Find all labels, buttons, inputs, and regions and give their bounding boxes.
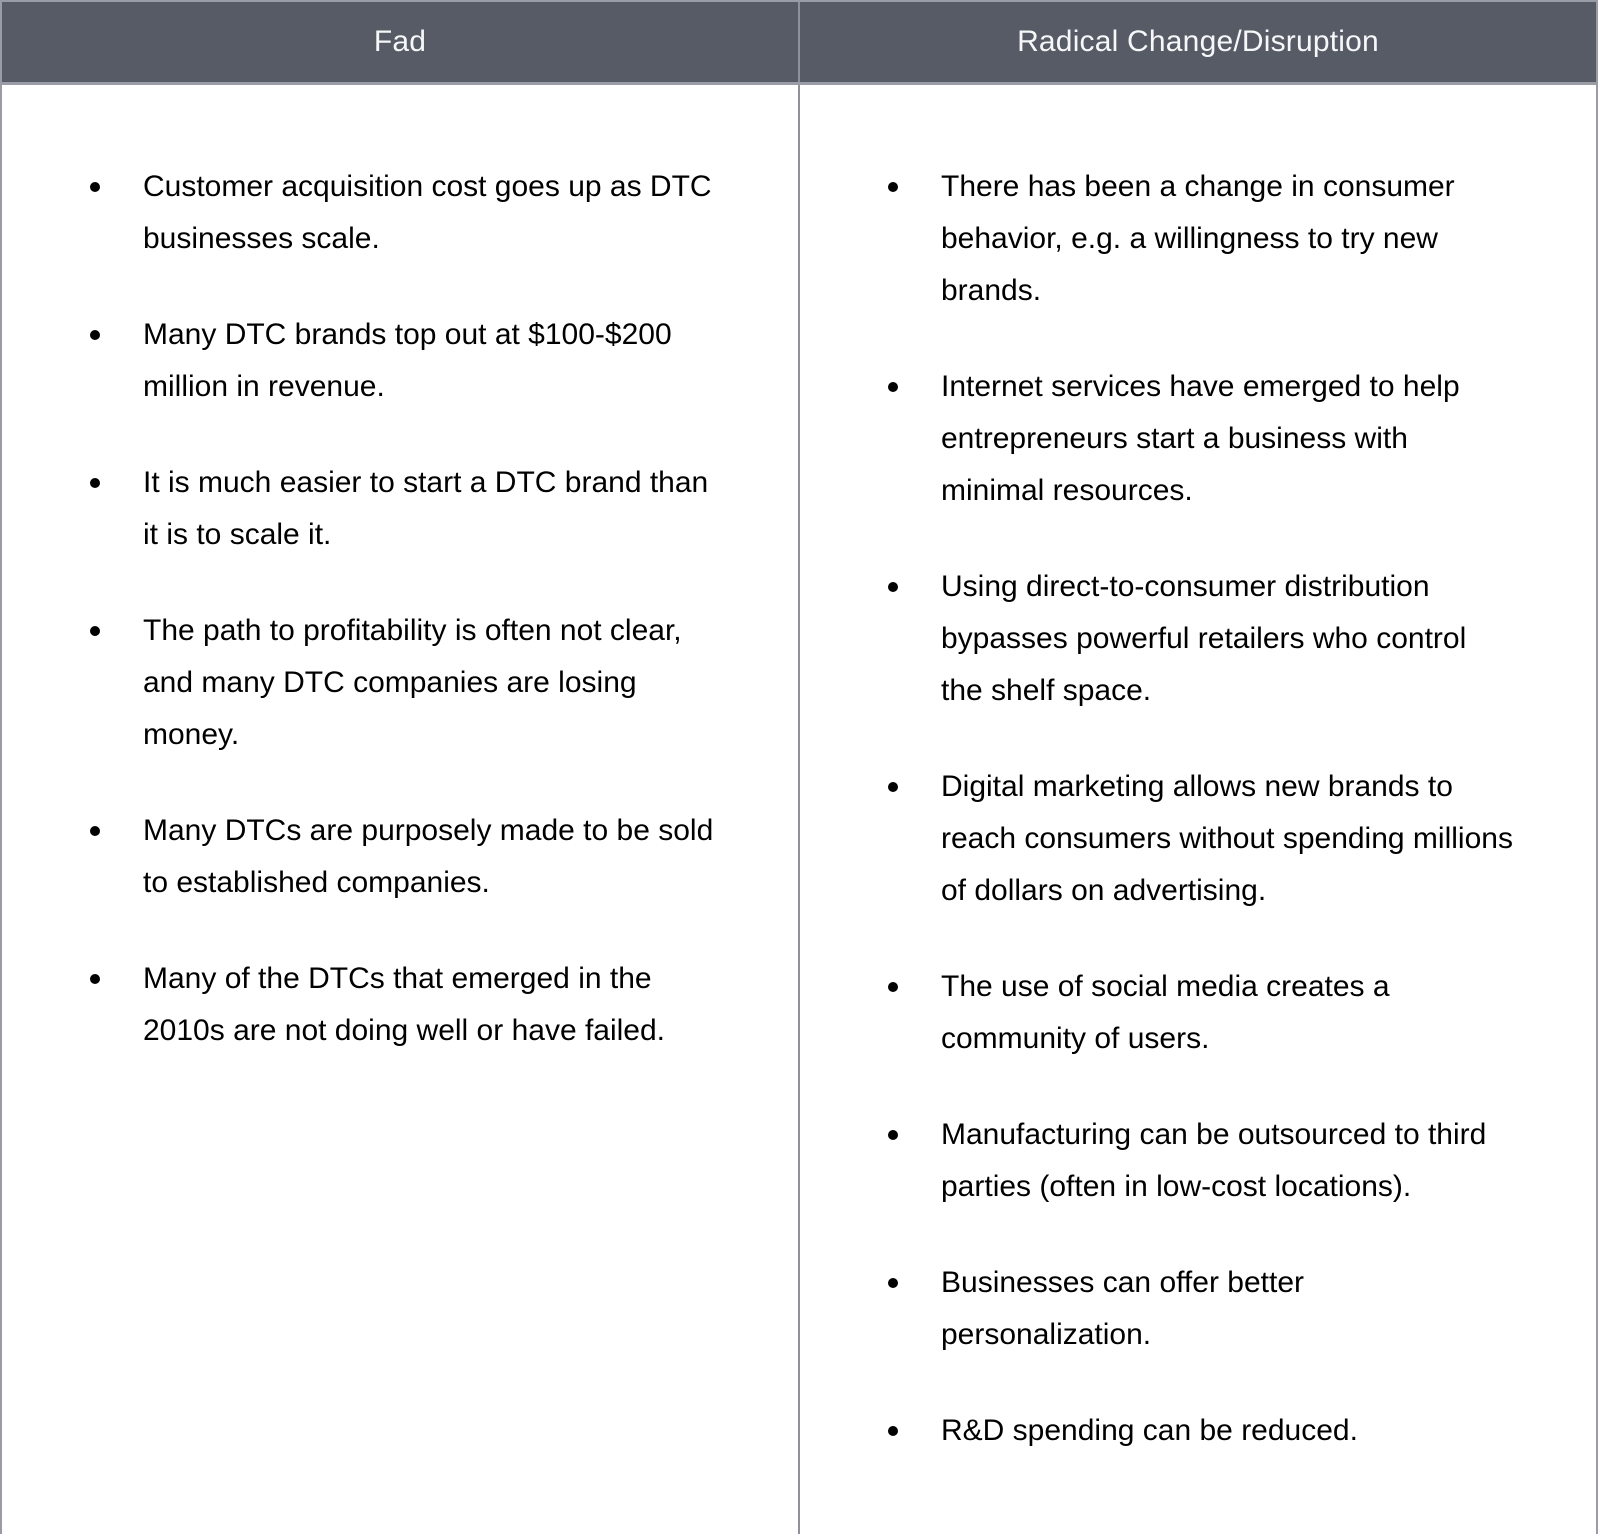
list-item: The path to profitability is often not clear, and many DTC companies are losing money. xyxy=(143,605,716,761)
list-item: Many DTCs are purposely made to be sold to established companies. xyxy=(143,805,716,909)
list-item: Businesses can offer better personalization. xyxy=(941,1257,1514,1361)
list-item: Using direct-to-consumer distribution bypasses powerful retailers who control the shelf space. xyxy=(941,561,1514,717)
radical-change-bullet-list xyxy=(800,85,1596,1534)
list-item: Customer acquisition cost goes up as DTC businesses scale. xyxy=(143,161,716,265)
list-item: Many of the DTCs that emerged in the 2010s are not doing well or have failed. xyxy=(143,953,716,1057)
list-item: It is much easier to start a DTC brand than it is to scale it. xyxy=(143,457,716,561)
list-item: R&D spending can be reduced. xyxy=(941,1405,1514,1457)
list-item: There has been a change in consumer behavior, e.g. a willingness to try new brands. xyxy=(941,161,1514,317)
table-body-row xyxy=(2,85,1596,1534)
fad-column-cell xyxy=(2,85,798,1534)
list-item: Manufacturing can be outsourced to third parties (often in low-cost locations). xyxy=(941,1109,1514,1213)
radical-change-column-cell xyxy=(798,85,1596,1534)
fad-bullet-list xyxy=(2,85,798,1141)
list-item: Internet services have emerged to help entrepreneurs start a business with minimal resources. xyxy=(941,361,1514,517)
list-item: Many DTC brands top out at $100-$200 million in revenue. xyxy=(143,309,716,413)
table-header-row xyxy=(2,2,1596,85)
list-item: The use of social media creates a community of users. xyxy=(941,961,1514,1065)
column-header-radical-change: Radical Change/Disruption xyxy=(798,2,1596,82)
column-header-fad: Fad xyxy=(373,25,427,58)
list-item: Digital marketing allows new brands to reach consumers without spending millions of dollars on advertising. xyxy=(941,761,1514,917)
